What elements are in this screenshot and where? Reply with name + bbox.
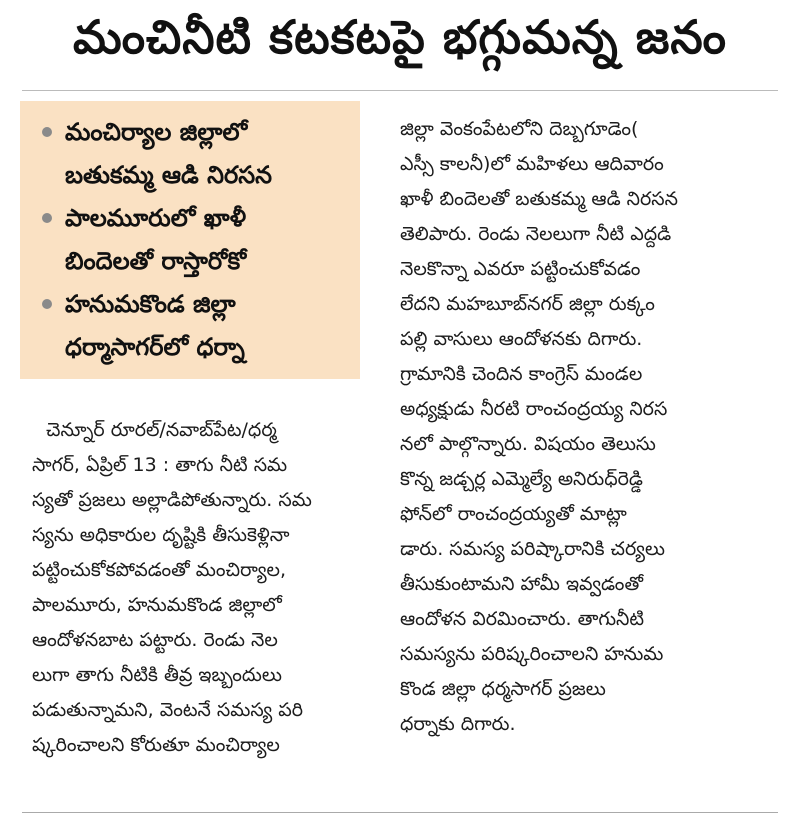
body-line: జిల్లా వెంకంపేటలోని దెబ్బగూడెం( [400, 118, 639, 140]
highlight-text: బతుకమ్మ ఆడి నిరసన [65, 161, 272, 189]
body-line: పాలమూరు, హనుమకొండ జిల్లాలో [32, 594, 282, 616]
body-line: నెలకొన్నా ఎవరూ పట్టించుకోవడం [400, 258, 641, 280]
bullet-icon [42, 213, 52, 223]
highlights-box [20, 101, 360, 379]
bottom-divider [22, 812, 778, 813]
body-line: అధ్యక్షుడు నీరటి రాంచంద్రయ్య నిరస [400, 398, 668, 420]
body-line: ఖాళీ బిందెలతో బతుకమ్మ ఆడి నిరసన [400, 188, 678, 210]
body-line: సాగర్, ఏప్రిల్ 13 : తాగు నీటి సమ [32, 454, 288, 476]
bullet-icon [42, 127, 52, 137]
highlight-line [20, 154, 360, 197]
highlight-line [20, 326, 360, 369]
body-line: లుగా తాగు నీటికి తీవ్ర ఇబ్బందులు [32, 664, 282, 686]
body-line: గ్రామానికి చెందిన కాంగ్రెస్ మండల [400, 363, 643, 385]
highlight-text: బిందెలతో రాస్తారోకో [65, 247, 247, 275]
highlight-text: హనుమకొండ జిల్లా [65, 290, 236, 318]
body-line: తెలిపారు. రెండు నెలలుగా నీటి ఎద్దడి [400, 223, 672, 245]
body-line: పల్లి వాసులు ఆందోళనకు దిగారు. [400, 328, 643, 350]
body-line: కొండ జిల్లా ధర్మసాగర్ ప్రజలు [400, 678, 606, 700]
highlight-text: ధర్మాసాగర్‌లో ధర్నా [65, 333, 245, 361]
body-line: లేదని మహబూబ్‌నగర్ జిల్లా రుక్కం [400, 293, 655, 315]
headline-divider [22, 90, 778, 91]
body-line: ఫోన్‌లో రాంచంద్రయ్యతో మాట్లా [400, 503, 627, 525]
body-line: ఆందోళన విరమించారు. తాగునీటి [400, 608, 645, 630]
body-line: ఆందోళనబాట పట్టారు. రెండు నెల [32, 629, 278, 651]
highlight-line [20, 197, 360, 240]
highlight-line [20, 240, 360, 283]
body-line: చెన్నూర్ రూరల్/నవాబ్‌పేట/ధర్మ [46, 419, 277, 441]
body-line: నలో పాల్గొన్నారు. విషయం తెలుసు [400, 433, 656, 455]
body-line: పడుతున్నామని, వెంటనే సమస్య పరి [32, 699, 303, 721]
highlight-text: పాలమూరులో ఖాళీ [65, 204, 247, 232]
bullet-icon [42, 299, 52, 309]
body-line: పట్టించుకోకపోవడంతో మంచిర్యాల, [32, 559, 287, 581]
left-column [32, 413, 364, 763]
body-line: ధర్నాకు దిగారు. [400, 713, 516, 735]
highlights-list [20, 101, 360, 369]
headline: మంచినీటి కటకటపై భగ్గుమన్న జనం [73, 10, 727, 64]
body-line: తీసుకుంటామని హామీ ఇవ్వడంతో [400, 573, 643, 595]
right-column [400, 112, 782, 742]
body-line: ష్కరించాలని కోరుతూ మంచిర్యాల [32, 734, 280, 756]
body-line: ఎస్సీ కాలనీ)లో మహిళలు ఆదివారం [400, 153, 664, 175]
highlight-line [20, 111, 360, 154]
body-line: సమస్యను పరిష్కరించాలని హనుమ [400, 643, 664, 665]
highlight-line [20, 283, 360, 326]
body-line: కొన్న జడ్చర్ల ఎమ్మెల్యే అనిరుధ్‌రెడ్డి [400, 468, 643, 490]
body-line: స్యను అధికారుల దృష్టికి తీసుకెళ్లినా [32, 524, 290, 546]
highlight-text: మంచిర్యాల జిల్లాలో [65, 118, 248, 146]
body-line: డారు. సమస్య పరిష్కారానికి చర్యలు [400, 538, 665, 560]
body-line: స్యతో ప్రజలు అల్లాడిపోతున్నారు. సమ [32, 489, 312, 511]
